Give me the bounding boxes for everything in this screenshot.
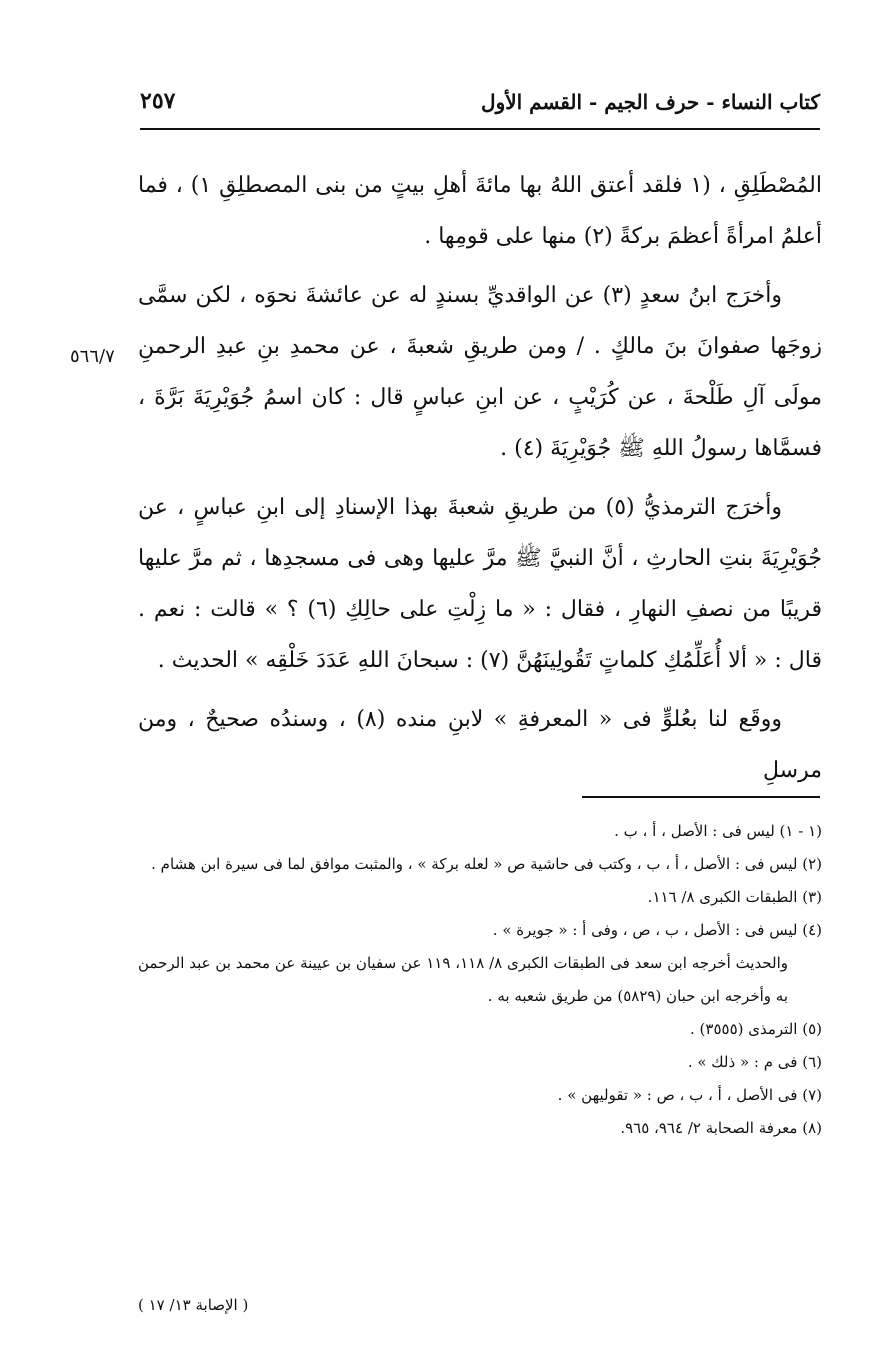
- footnotes: [138, 815, 822, 1145]
- paragraph-2: وأخرَج ابنُ سعدٍ (٣) عن الواقديِّ بسندٍ له عن عائشةَ نحوَه ، لكن سمَّى زوجَها صفوانَ بنَ مالكٍ . / ومن طريقِ شعبةَ ، عن محمدِ بنِ عبدِ الرحمنِ مولَى آلِ طَلْحةَ ، عن كُرَيْبٍ ، عن ابنِ عباسٍ قال : كان اسمُ جُوَيْرِيَةَ بَرَّةَ ، فسمَّاها رسولُ اللهِ ﷺ جُوَيْرِيَةَ (٤) .: [138, 283, 822, 461]
- footnote-8: (٨) معرفة الصحابة ٢/ ٩٦٤، ٩٦٥.: [620, 1119, 822, 1137]
- running-header: [140, 88, 820, 124]
- footnote-4: (٤) ليس فى : الأصل ، ب ، ص ، وفى أ : « جويرة » .: [492, 921, 822, 939]
- footnote-6: (٦) فى م : « ذلك » .: [687, 1053, 822, 1071]
- footnote-5: (٥) الترمذى (٣٥٥٥) .: [690, 1020, 822, 1038]
- footnote-4-continuation: والحديث أخرجه ابن سعد فى الطبقات الكبرى ٨/ ١١٨، ١١٩ عن سفيان بن عيينة عن محمد بن عبد الرحمن به وأخرجه ابن حبان (٥٨٢٩) من طريق شعبه به .: [138, 954, 789, 1005]
- header-title: كتاب النساء - حرف الجيم - القسم الأول: [481, 90, 820, 114]
- footnote-2: (٢) ليس فى : الأصل ، أ ، ب ، وكتب فى حاشية ص « لعله بركة » ، والمثبت موافق لما فى سيرة ابن هشام .: [151, 855, 822, 873]
- footnote-1: (١ - ١) ليس فى : الأصل ، أ ، ب .: [614, 822, 822, 840]
- page-number: ٢٥٧: [140, 88, 176, 114]
- footnote-separator: [582, 796, 820, 798]
- volume-signature: ( الإصابة ١٣/ ١٧ ): [138, 1296, 249, 1314]
- paragraph-3: وأخرَج الترمذيُّ (٥) من طريقِ شعبةَ بهذا الإسنادِ إلى ابنِ عباسٍ ، عن جُوَيْرِيَةَ بنتِ الحارثِ ، أنَّ النبيَّ ﷺ مرَّ عليها وهى فى مسجدِها ، ثم مرَّ عليها قريبًا من نصفِ النهارِ ، فقال : « ما زِلْتِ على حالِكِ (٦) ؟ » قالت : نعم . قال : « ألا أُعَلِّمُكِ كلماتٍ تَقُولِينَهُنَّ (٧) : سبحانَ اللهِ عَدَدَ خَلْقِه » الحديث .: [138, 495, 822, 673]
- paragraph-4: ووقَع لنا بعُلوٍّ فى « المعرفةِ » لابنِ منده (٨) ، وسندُه صحيحٌ ، ومن مرسلِ: [138, 707, 822, 783]
- margin-volume-page-note: ٥٦٦/٧: [70, 346, 115, 367]
- footnote-3: (٣) الطبقات الكبرى ٨/ ١١٦.: [647, 888, 822, 906]
- header-rule: [140, 128, 820, 130]
- footnote-7: (٧) فى الأصل ، أ ، ب ، ص : « تقوليهن » .: [557, 1086, 822, 1104]
- main-text: [138, 160, 822, 804]
- paragraph-1: المُصْطَلِقِ ، (١ فلقد أعتق اللهُ بها مائةَ أهلِ بيتٍ من بنى المصطلِقِ ١) ، فما أعلمُ امرأةً أعظمَ بركةً (٢) منها على قومِها .: [138, 173, 822, 249]
